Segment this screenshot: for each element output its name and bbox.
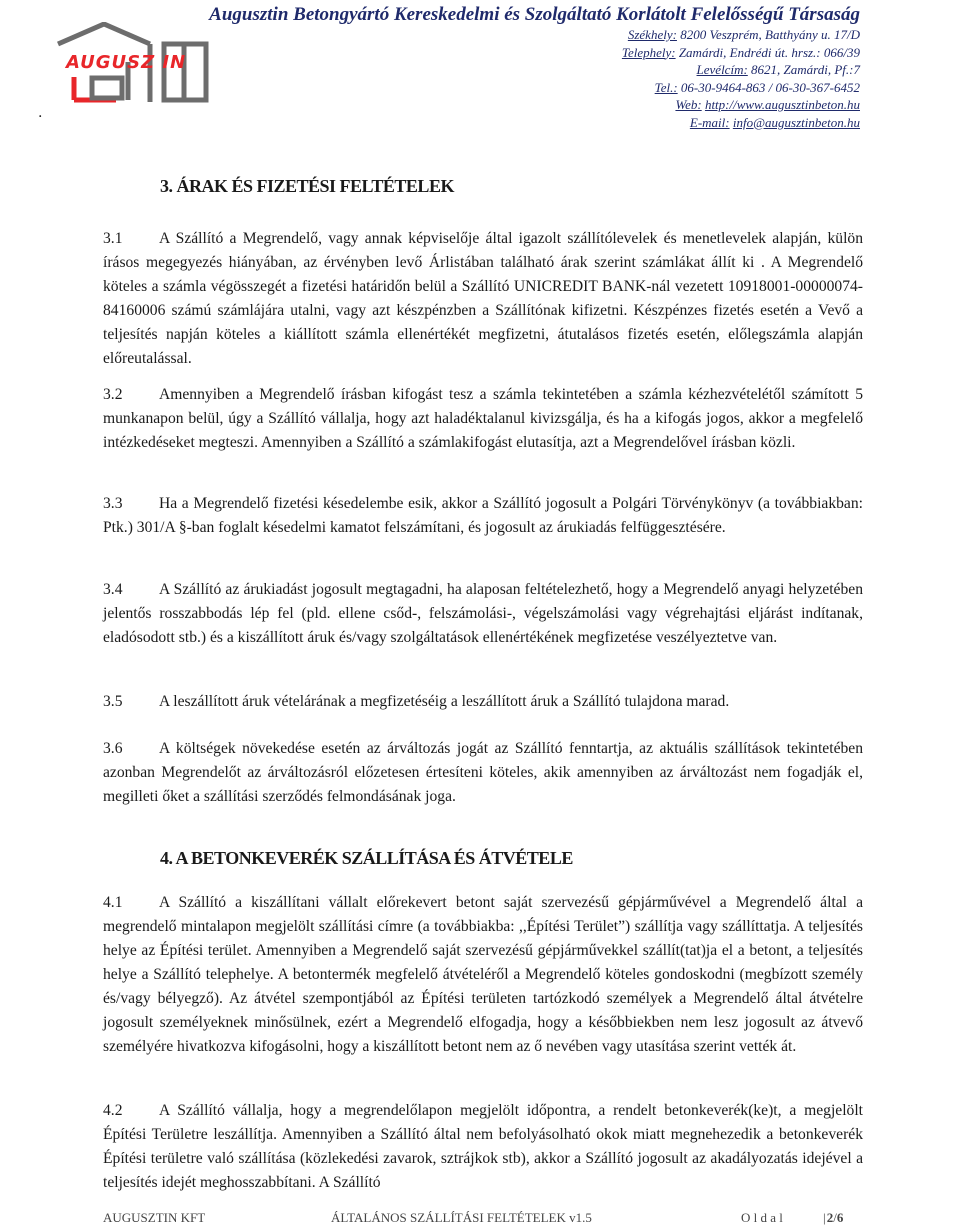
paragraph-text: A Szállító a kiszállítani vállalt előrekevert betont saját szervezésű gépjárművével a Megrendelő által a megrendelő mintalapon megjelölt szállítási címre (a továbbiakba: ,,Építési Terület”) szállítja vagy szállíttatja. A teljesítés helye az Építési terület. Amennyiben a Megrendelő saját szervezésű gépjárművekkel szállít(tat)ja el a betont, a teljesítés helye a Szállító telephelye. A betontermék megfelelő átvételéről a Megrendelő köteles gondoskodni (megbízott személy és/vagy bélyegző). Az átvétel szempontjából az Építési területen tartózkodó személyek a Megrendelő által átvételre jogosult személyeknek minősülnek, ezért a Megrendelő elfogadja, hogy a későbbiekben nem lesz jogosult az átvevő személyére hivatkozva kifogásolni, hogy a kiszállított betont nem az ő nevében vagy utasítása szerint vették át. xyxy=(103,894,863,1055)
paragraph-number: 3.1 xyxy=(103,230,123,247)
paragraph-3-1 xyxy=(103,227,863,371)
tel-label: Tel.: xyxy=(654,79,678,95)
section-3-title: 3. ÁRAK ÉS FIZETÉSI FELTÉTELEK xyxy=(160,176,454,196)
paragraph-text: A Szállító az árukiadást jogosult megtagadni, ha alaposan feltételezhető, hogy a Megrendelő anyagi helyzetében jelentős rosszabbodás lép fel (pld. ellene csőd-, felszámolási-, végelszámolási vagy végrehajtási eljárást indítanak, eladósodott stb.) és a kiszállított áruk és/vagy szolgáltatások ellenértékének megfizetése veszélyeztetve van. xyxy=(103,581,863,646)
mail-line xyxy=(209,61,860,79)
seat-value: 8200 Veszprém, Batthyány u. 17/D xyxy=(680,27,860,42)
paragraph-text: A leszállított áruk vételárának a megfizetéséig a leszállított áruk a Szállító tulajdona marad. xyxy=(159,693,730,710)
paragraph-3-4 xyxy=(103,578,863,650)
paragraph-4-1 xyxy=(103,891,863,1059)
company-logo xyxy=(56,22,216,104)
footer-company: AUGUSZTIN KFT xyxy=(103,1210,206,1225)
footer-page-number: | 2/6 xyxy=(823,1210,844,1225)
logo-dot: . xyxy=(38,105,43,121)
page-total: 6 xyxy=(836,1210,844,1225)
mail-value: 8621, Zamárdi, Pf.:7 xyxy=(751,62,860,77)
site-value: Zamárdi, Endrédi út. hrsz.: 066/39 xyxy=(678,44,860,60)
paragraph-number: 3.4 xyxy=(103,581,123,598)
paragraph-text: Amennyiben a Megrendelő írásban kifogást tesz a számla tekintetében a számla kézhezvételétől számított 5 munkanapon belül, úgy a Szállító vállalja, hogy azt haladéktalanul kivizsgálja, és ha a kifogás jogos, akkor a megfelelő intézkedéseket megteszi. Amennyiben a Szállító a számlakifogást elutasítja, azt a Megrendelővel írásban közli. xyxy=(103,386,863,451)
paragraph-text: Ha a Megrendelő fizetési késedelembe esik, akkor a Szállító jogosult a Polgári Törvénykönyv (a továbbiakban: Ptk.) 301/A §-ban foglalt késedelmi kamatot felszámítani, és jogosult az árukiadás felfüggesztésére. xyxy=(103,495,863,536)
section-4-title: 4. A BETONKEVERÉK SZÁLLÍTÁSA ÉS ÁTVÉTELE xyxy=(160,848,573,868)
email-label: E-mail: xyxy=(689,114,730,130)
paragraph-number: 3.2 xyxy=(103,386,123,403)
footer-page-label: O l d a l xyxy=(741,1210,783,1225)
mail-label: Levélcím: xyxy=(696,62,748,77)
paragraph-number: 4.2 xyxy=(103,1102,123,1119)
site-label: Telephely: xyxy=(621,44,676,60)
paragraph-3-3 xyxy=(103,492,863,540)
web-label: Web: xyxy=(675,97,702,112)
seat-label: Székhely: xyxy=(627,27,677,42)
paragraph-number: 3.6 xyxy=(103,740,123,757)
paragraph-number: 3.3 xyxy=(103,495,123,512)
tel-value: 06-30-9464-863 / 06-30-367-6452 xyxy=(680,79,860,95)
company-name: Augusztin Betongyártó Kereskedelmi és Szolgáltató Korlátolt Felelősségű Társaság xyxy=(209,4,860,25)
company-info xyxy=(209,4,860,131)
paragraph-number: 4.1 xyxy=(103,894,123,911)
paragraph-text: A költségek növekedése esetén az árváltozás jogát az Szállító fenntartja, az aktuális szállítások tekintetében azonban Megrendelőt az árváltozásról előzetesen értesíteni köteles, akik amennyiben az árváltozást nem fogadják el, megilleti őket a szállítási szerződés felmondásának joga. xyxy=(103,740,863,805)
paragraph-3-5 xyxy=(103,690,863,714)
email-line xyxy=(209,114,860,132)
paragraph-3-2 xyxy=(103,383,863,455)
letterhead xyxy=(0,0,960,130)
paragraph-3-6 xyxy=(103,737,863,809)
site-line xyxy=(209,44,860,62)
footer-doc-title: ÁLTALÁNOS SZÁLLÍTÁSI FELTÉTELEK v1.5 xyxy=(331,1210,592,1225)
logo-text: AUGUSZ IN xyxy=(66,52,187,73)
paragraph-text: A Szállító vállalja, hogy a megrendelőlapon megjelölt időpontra, a rendelt betonkeverék(ke)t, a megjelölt Építési Területre leszállítja. Amennyiben a Szállító által nem befolyásolható okok miatt megnehezedik a betonkeverék Építési területre való szállítása (közlekedési zavarok, sztrájkok stb), akkor a Szállító jogosult az akadályozatás idejével a teljesítés idejét meghosszabbítani. A Szállító xyxy=(103,1102,863,1191)
page-current: 2 xyxy=(826,1210,834,1225)
tel-line xyxy=(209,79,860,97)
web-line xyxy=(209,96,860,114)
paragraph-4-2 xyxy=(103,1099,863,1195)
web-link[interactable]: http://www.augusztinbeton.hu xyxy=(704,97,860,112)
seat-line xyxy=(209,26,860,44)
paragraph-text: A Szállító a Megrendelő, vagy annak képviselője által igazolt szállítólevelek és menetlevelek alapján, külön írásos megegyezés hiányában, az érvényben levő Árlistában található árak szerint számlákat állít ki . A Megrendelő köteles a számla végösszegét a fizetési határidőn belül a Szállító UNICREDIT BANK-nál vezetett 10918001-00000074-84160006 számú számlájára utalni, vagy azt készpénzben a Szállítónak kifizetni. Készpénzes fizetés esetén a Vevő a teljesítés napján köteles a kiállított számla ellenértékét megfizetni, átutalásos fizetés esetén, előlegszámla alapján előreutalással. xyxy=(103,230,863,367)
paragraph-number: 3.5 xyxy=(103,693,123,710)
email-link[interactable]: info@augusztinbeton.hu xyxy=(732,114,860,130)
